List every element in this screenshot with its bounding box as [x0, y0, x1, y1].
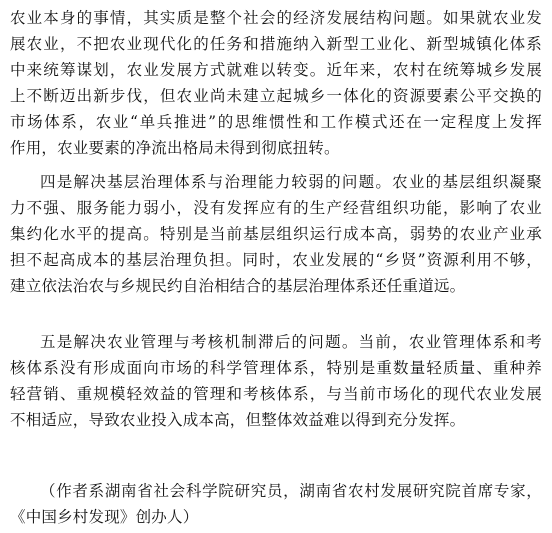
paragraph-3-line-1: 五是解决农业管理与考核机制滞后的问题。当前，农业管理体系和考	[40, 333, 542, 351]
paragraph-3-line-4: 不相适应，导致农业投入成本高，但整体效益难以得到充分发挥。	[10, 411, 466, 429]
paragraph-1-line-1: 农业本身的事情，其实质是整个社会的经济发展结构问题。如果就农业发	[10, 9, 542, 27]
paragraph-3-line-2: 核体系没有形成面向市场的科学管理体系，特别是重数量轻质量、重种养	[10, 359, 542, 377]
paragraph-2-line-1: 四是解决基层治理体系与治理能力较弱的问题。农业的基层组织凝聚	[40, 173, 542, 191]
paragraph-2-line-5: 建立依法治农与乡规民约自治相结合的基层治理体系还任重道远。	[10, 277, 466, 295]
paragraph-3-line-3: 轻营销、重规模轻效益的管理和考核体系，与当前市场化的现代农业发展	[10, 385, 542, 403]
author-credit-line-2: 《中国乡村发现》创办人）	[10, 508, 199, 526]
paragraph-1-line-3: 中来统筹谋划，农业发展方式就难以转变。近年来，农村在统筹城乡发展	[10, 61, 542, 79]
author-credit-line-1: （作者系湖南省社会科学院研究员，湖南省农村发展研究院首席专家，	[40, 482, 542, 500]
paragraph-2-line-4: 担不起高成本的基层治理负担。同时，农业发展的“乡贤”资源利用不够，	[10, 251, 542, 269]
paragraph-1-line-6: 作用，农业要素的净流出格局未得到彻底扭转。	[10, 139, 340, 157]
paragraph-1-line-4: 上不断迈出新步伐，但农业尚未建立起城乡一体化的资源要素公平交换的	[10, 87, 542, 105]
paragraph-1-line-2: 展农业，不把农业现代化的任务和措施纳入新型工业化、新型城镇化体系	[10, 35, 542, 53]
paragraph-1-line-5: 市场体系，农业“单兵推进”的思维惯性和工作模式还在一定程度上发挥	[10, 113, 542, 131]
paragraph-2-line-2: 力不强、服务能力弱小，没有发挥应有的生产经营组织功能，影响了农业	[10, 199, 542, 217]
paragraph-2-line-3: 集约化水平的提高。特别是当前基层组织运行成本高，弱势的农业产业承	[10, 225, 542, 243]
